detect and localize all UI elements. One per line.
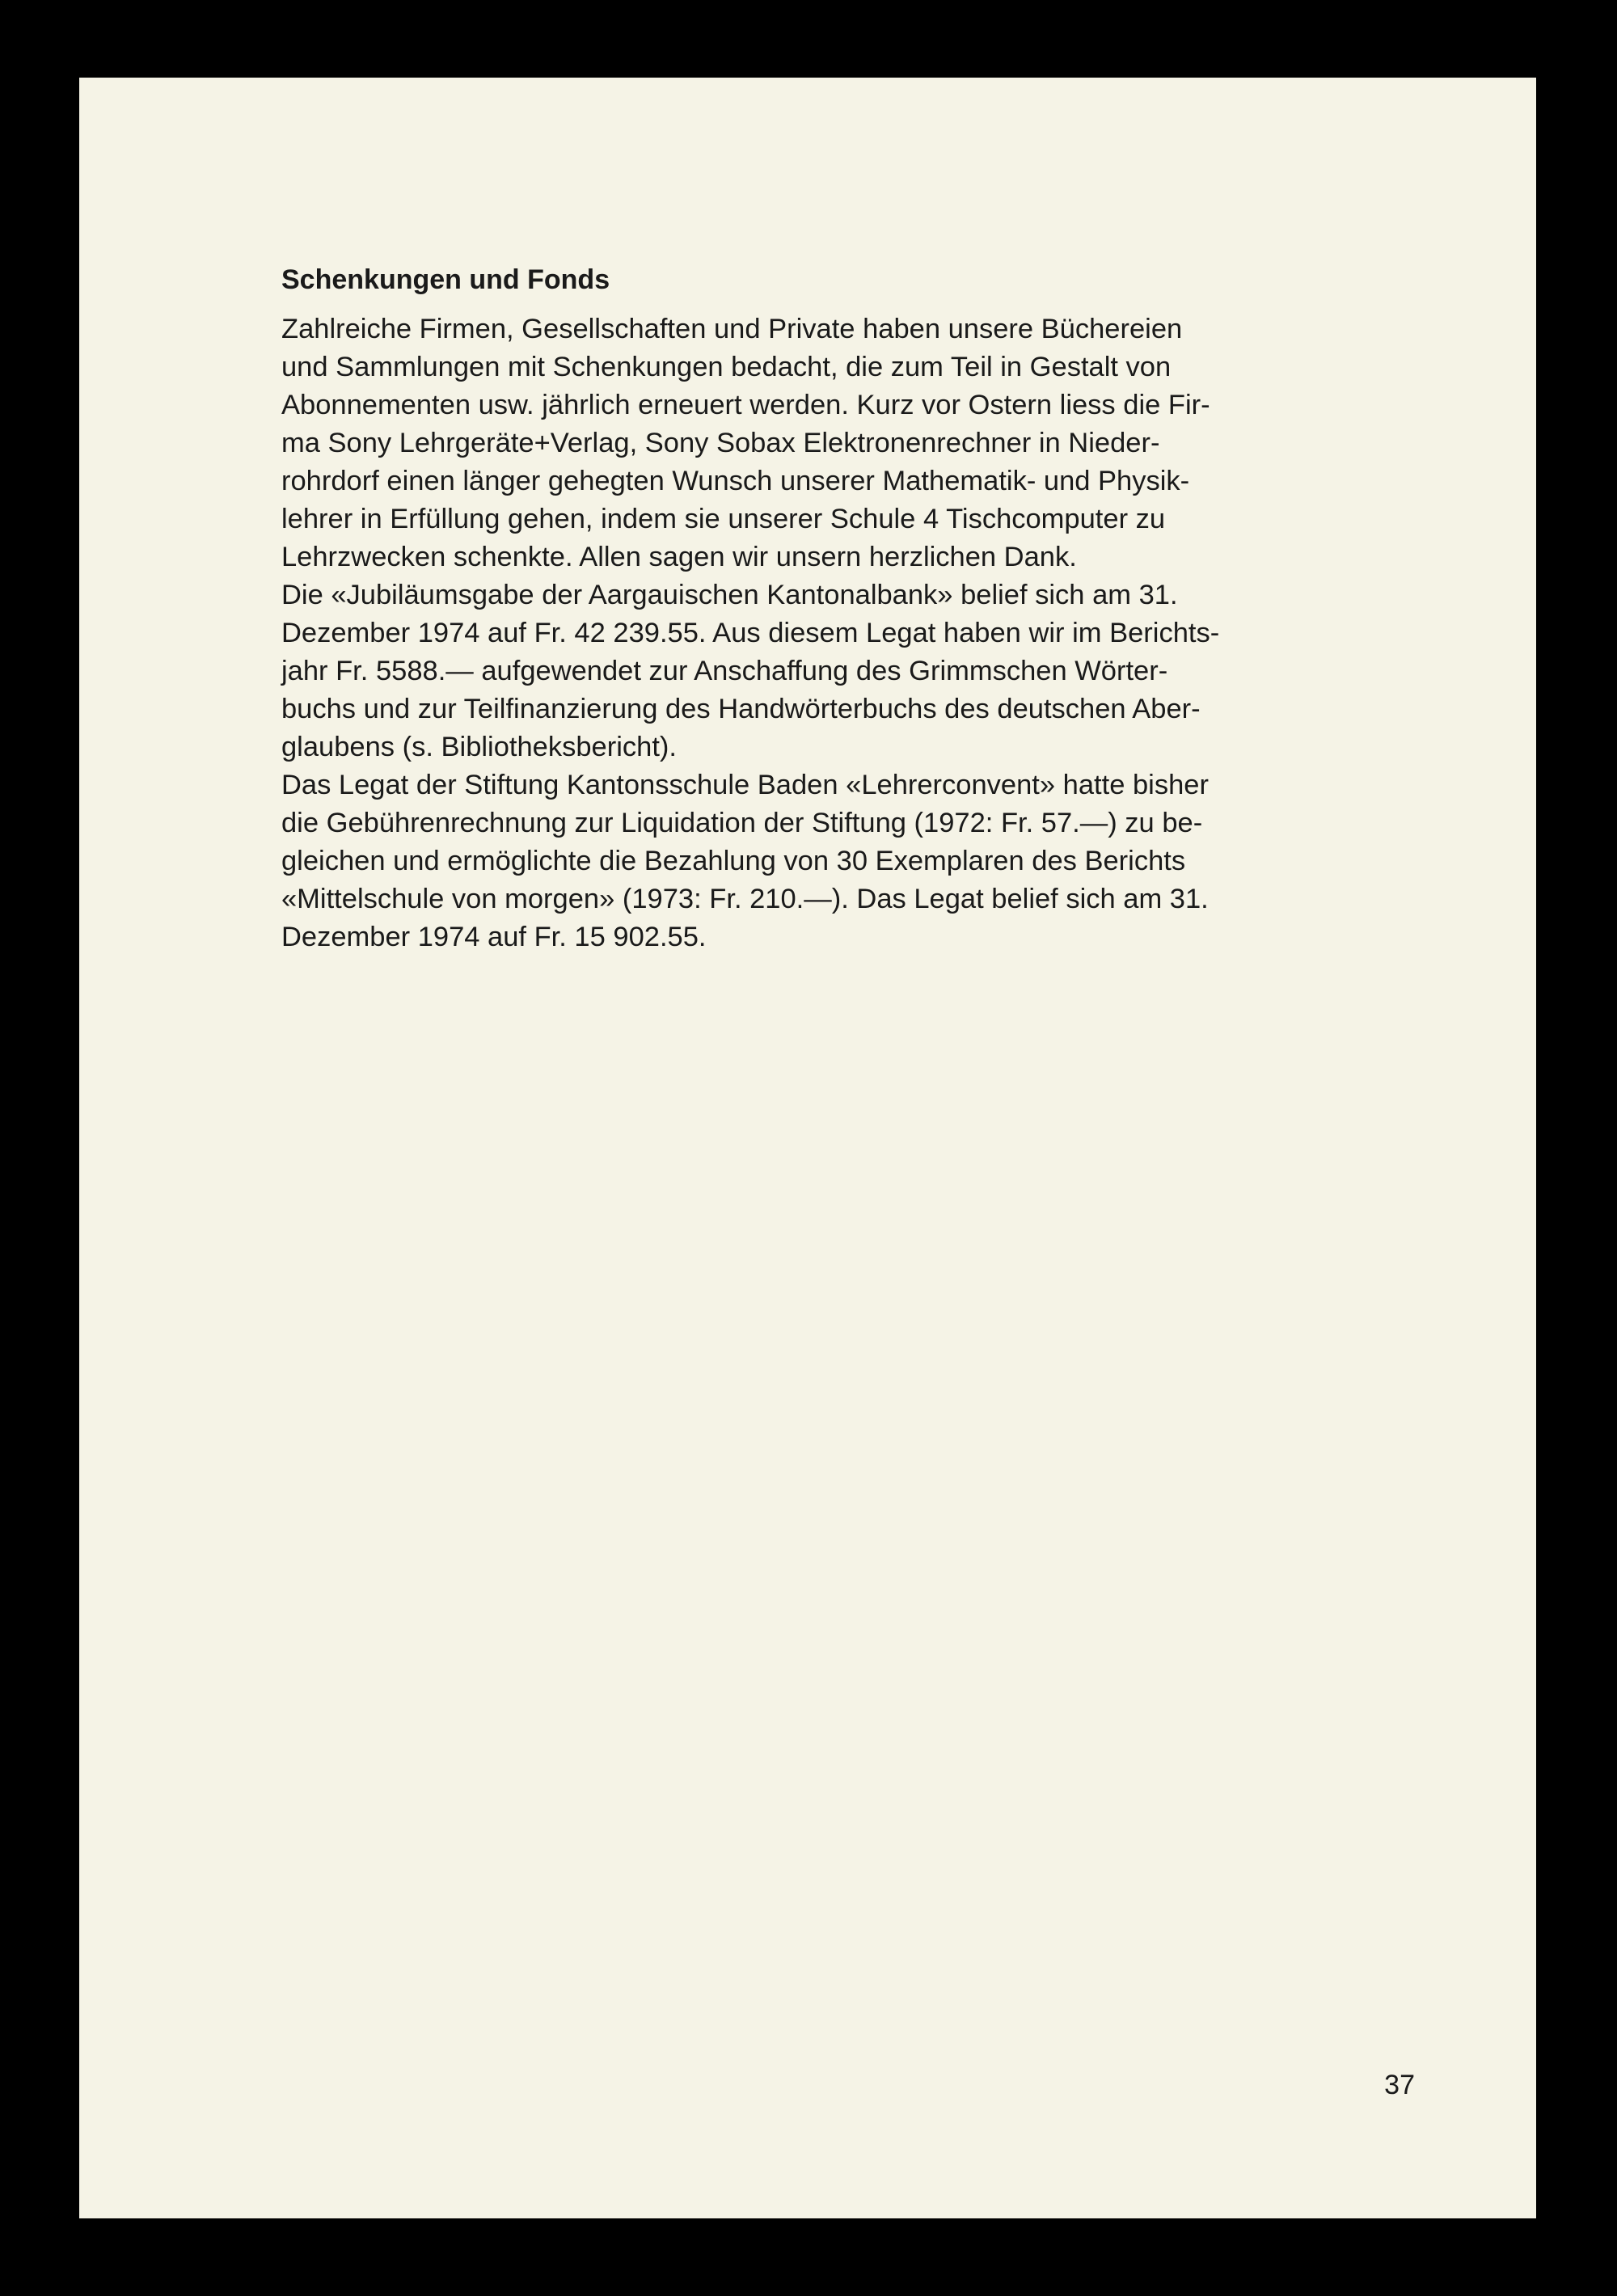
text-line: lehrer in Erfüllung gehen, indem sie unserer Schule 4 Tischcomputer zu xyxy=(281,504,1166,534)
text-line: und Sammlungen mit Schenkungen bedacht, die zum Teil in Gestalt von xyxy=(281,352,1172,382)
text-line: Das Legat der Stiftung Kantonsschule Baden «Lehrerconvent» hatte bisher xyxy=(281,770,1209,800)
text-line: glaubens (s. Bibliotheksbericht). xyxy=(281,732,677,762)
text-line: Dezember 1974 auf Fr. 15 902.55. xyxy=(281,922,707,952)
document-page xyxy=(79,78,1536,2218)
text-line: Lehrzwecken schenkte. Allen sagen wir unsern herzlichen Dank. xyxy=(281,542,1077,572)
text-line: Dezember 1974 auf Fr. 42 239.55. Aus diesem Legat haben wir im Berichts- xyxy=(281,618,1220,648)
text-line: Die «Jubiläumsgabe der Aargauischen Kantonalbank» belief sich am 31. xyxy=(281,580,1178,610)
text-line: ma Sony Lehrgeräte+Verlag, Sony Sobax Elektronenrechner in Nieder- xyxy=(281,428,1160,458)
body-text xyxy=(281,310,1391,956)
page-content xyxy=(281,262,1391,956)
text-line: Zahlreiche Firmen, Gesellschaften und Private haben unsere Büchereien xyxy=(281,314,1183,344)
text-line: jahr Fr. 5588.— aufgewendet zur Anschaffung des Grimmschen Wörter- xyxy=(281,656,1168,686)
text-line: die Gebührenrechnung zur Liquidation der Stiftung (1972: Fr. 57.—) zu be- xyxy=(281,808,1203,838)
text-line: Abonnementen usw. jährlich erneuert werden. Kurz vor Ostern liess die Fir- xyxy=(281,390,1210,420)
text-line: «Mittelschule von morgen» (1973: Fr. 210.—). Das Legat belief sich am 31. xyxy=(281,884,1209,914)
text-line: rohrdorf einen länger gehegten Wunsch unserer Mathematik- und Physik- xyxy=(281,466,1190,496)
text-line: buchs und zur Teilfinanzierung des Handwörterbuchs des deutschen Aber- xyxy=(281,694,1201,724)
page-number: 37 xyxy=(1384,2070,1415,2100)
section-heading: Schenkungen und Fonds xyxy=(281,264,610,295)
text-line: gleichen und ermöglichte die Bezahlung von 30 Exemplaren des Berichts xyxy=(281,846,1186,876)
